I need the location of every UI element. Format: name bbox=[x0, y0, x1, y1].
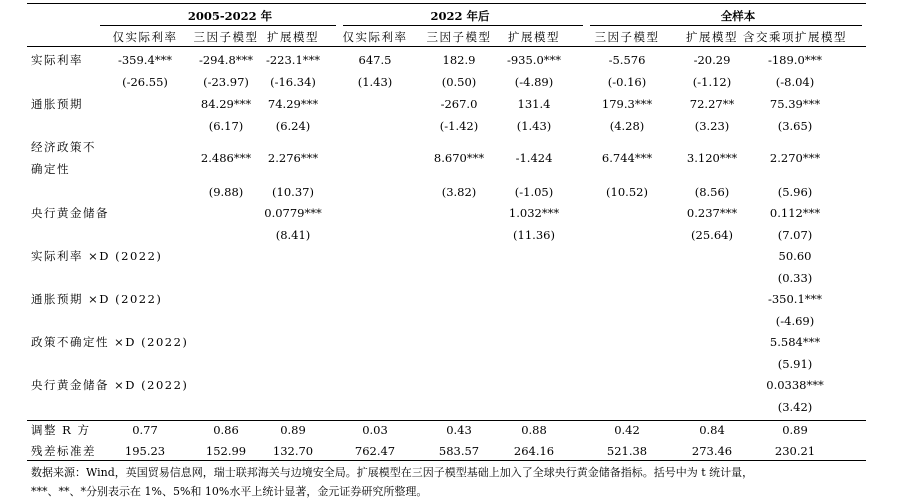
coef-cell: 1.032*** bbox=[508, 206, 560, 220]
summary-cell: 762.47 bbox=[354, 444, 396, 458]
group-header: 全样本 bbox=[720, 9, 756, 23]
t-stat-cell: (-8.04) bbox=[775, 75, 815, 89]
coef-cell: -223.1*** bbox=[265, 53, 321, 67]
coef-cell: -20.29 bbox=[693, 53, 731, 67]
coef-cell: 8.670*** bbox=[433, 151, 485, 165]
t-stat-cell: (6.24) bbox=[275, 119, 311, 133]
coef-cell: 131.4 bbox=[517, 97, 551, 111]
coef-cell: -267.0 bbox=[440, 97, 478, 111]
t-stat-cell: (-1.12) bbox=[692, 75, 732, 89]
column-header: 三因子模型 bbox=[426, 30, 492, 44]
coef-cell: 182.9 bbox=[442, 53, 476, 67]
t-stat-cell: (10.52) bbox=[606, 185, 648, 199]
t-stat-cell: (6.17) bbox=[208, 119, 244, 133]
coef-cell: 0.112*** bbox=[769, 206, 821, 220]
t-stat-cell: (3.82) bbox=[441, 185, 477, 199]
t-stat-cell: (-4.69) bbox=[775, 314, 815, 328]
t-stat-cell: (-1.05) bbox=[514, 185, 554, 199]
coef-cell: 2.486*** bbox=[200, 151, 252, 165]
column-header: 仅实际利率 bbox=[112, 30, 178, 44]
row-label: 实际利率 ×D (2022) bbox=[31, 249, 163, 263]
footnote-line: ***、**、*分别表示在 1%、5%和 10%水平上统计显著，金元证券研究所整理。 bbox=[31, 485, 428, 498]
t-stat-cell: (3.23) bbox=[694, 119, 730, 133]
summary-label: 调整 R 方 bbox=[31, 423, 91, 437]
t-stat-cell: (3.42) bbox=[777, 400, 813, 414]
t-stat-cell: (-16.34) bbox=[270, 75, 316, 89]
summary-cell: 195.23 bbox=[124, 444, 166, 458]
summary-cell: 0.89 bbox=[782, 423, 808, 437]
summary-cell: 273.46 bbox=[691, 444, 733, 458]
summary-cell: 0.42 bbox=[614, 423, 640, 437]
column-header: 三因子模型 bbox=[594, 30, 660, 44]
t-stat-cell: (-26.55) bbox=[122, 75, 168, 89]
header-rule bbox=[27, 46, 866, 47]
coef-cell: 2.270*** bbox=[769, 151, 821, 165]
summary-cell: 521.38 bbox=[606, 444, 648, 458]
row-label: 通胀预期 ×D (2022) bbox=[31, 292, 163, 306]
column-header: 扩展模型 bbox=[508, 30, 560, 44]
coef-cell: -189.0*** bbox=[767, 53, 823, 67]
row-label: 经济政策不 bbox=[31, 140, 96, 154]
column-header: 仅实际利率 bbox=[342, 30, 408, 44]
coef-cell: 72.27** bbox=[689, 97, 735, 111]
t-stat-cell: (5.91) bbox=[777, 357, 813, 371]
coef-cell: 2.276*** bbox=[267, 151, 319, 165]
row-label: 央行黄金储备 bbox=[31, 206, 109, 220]
group-underline bbox=[343, 25, 583, 26]
row-label: 央行黄金储备 ×D (2022) bbox=[31, 378, 189, 392]
t-stat-cell: (7.07) bbox=[777, 228, 813, 242]
coef-cell: 647.5 bbox=[358, 53, 392, 67]
t-stat-cell: (3.65) bbox=[777, 119, 813, 133]
coef-cell: 75.39*** bbox=[769, 97, 821, 111]
t-stat-cell: (4.28) bbox=[609, 119, 645, 133]
row-label: 实际利率 bbox=[31, 53, 83, 67]
summary-cell: 0.84 bbox=[699, 423, 725, 437]
summary-cell: 0.88 bbox=[521, 423, 547, 437]
coef-cell: -1.424 bbox=[515, 151, 553, 165]
summary-cell: 0.86 bbox=[213, 423, 239, 437]
t-stat-cell: (8.56) bbox=[694, 185, 730, 199]
column-header: 三因子模型 bbox=[193, 30, 259, 44]
t-stat-cell: (1.43) bbox=[357, 75, 393, 89]
coef-cell: -350.1*** bbox=[767, 292, 823, 306]
t-stat-cell: (0.33) bbox=[777, 271, 813, 285]
t-stat-cell: (11.36) bbox=[513, 228, 555, 242]
coef-cell: 0.0338*** bbox=[766, 378, 824, 392]
table-bottom-rule bbox=[27, 460, 866, 461]
t-stat-cell: (-1.42) bbox=[439, 119, 479, 133]
coef-cell: 5.584*** bbox=[769, 335, 821, 349]
coef-cell: 179.3*** bbox=[601, 97, 653, 111]
summary-cell: 0.43 bbox=[446, 423, 472, 437]
group-header: 2022 年后 bbox=[430, 9, 490, 23]
coef-cell: -359.4*** bbox=[117, 53, 173, 67]
t-stat-cell: (-0.16) bbox=[607, 75, 647, 89]
group-underline bbox=[590, 25, 862, 26]
t-stat-cell: (9.88) bbox=[208, 185, 244, 199]
summary-cell: 152.99 bbox=[205, 444, 247, 458]
coef-cell: 0.237*** bbox=[686, 206, 738, 220]
column-header: 扩展模型 bbox=[267, 30, 319, 44]
row-label: 确定性 bbox=[31, 162, 70, 176]
coef-cell: -294.8*** bbox=[198, 53, 254, 67]
summary-label: 残差标准差 bbox=[31, 444, 96, 458]
row-label: 通胀预期 bbox=[31, 97, 83, 111]
t-stat-cell: (0.50) bbox=[441, 75, 477, 89]
column-header: 含交乘项扩展模型 bbox=[743, 30, 847, 44]
coef-cell: 50.60 bbox=[778, 249, 812, 263]
coef-cell: 84.29*** bbox=[200, 97, 252, 111]
table-top-rule bbox=[27, 3, 866, 4]
group-header: 2005-2022 年 bbox=[187, 9, 273, 23]
t-stat-cell: (10.37) bbox=[272, 185, 314, 199]
t-stat-cell: (25.64) bbox=[691, 228, 733, 242]
summary-cell: 583.57 bbox=[438, 444, 480, 458]
summary-cell: 0.77 bbox=[132, 423, 158, 437]
coef-cell: -5.576 bbox=[608, 53, 646, 67]
row-label: 政策不确定性 ×D (2022) bbox=[31, 335, 189, 349]
summary-cell: 132.70 bbox=[272, 444, 314, 458]
summary-cell: 0.03 bbox=[362, 423, 388, 437]
group-underline bbox=[100, 25, 336, 26]
t-stat-cell: (8.41) bbox=[275, 228, 311, 242]
t-stat-cell: (1.43) bbox=[516, 119, 552, 133]
summary-cell: 0.89 bbox=[280, 423, 306, 437]
t-stat-cell: (-23.97) bbox=[203, 75, 249, 89]
coef-cell: 0.0779*** bbox=[264, 206, 322, 220]
coef-cell: 3.120*** bbox=[686, 151, 738, 165]
t-stat-cell: (5.96) bbox=[777, 185, 813, 199]
coef-cell: 6.744*** bbox=[601, 151, 653, 165]
footnote-line: 数据来源：Wind，英国贸易信息网，瑞士联邦海关与边境安全局。扩展模型在三因子模型基础上加入了全球央行黄金储备指标。括号中为 t 统计量， bbox=[31, 466, 754, 479]
coef-cell: 74.29*** bbox=[267, 97, 319, 111]
summary-rule bbox=[27, 420, 866, 421]
coef-cell: -935.0*** bbox=[506, 53, 562, 67]
t-stat-cell: (-4.89) bbox=[514, 75, 554, 89]
summary-cell: 230.21 bbox=[774, 444, 816, 458]
summary-cell: 264.16 bbox=[513, 444, 555, 458]
column-header: 扩展模型 bbox=[686, 30, 738, 44]
